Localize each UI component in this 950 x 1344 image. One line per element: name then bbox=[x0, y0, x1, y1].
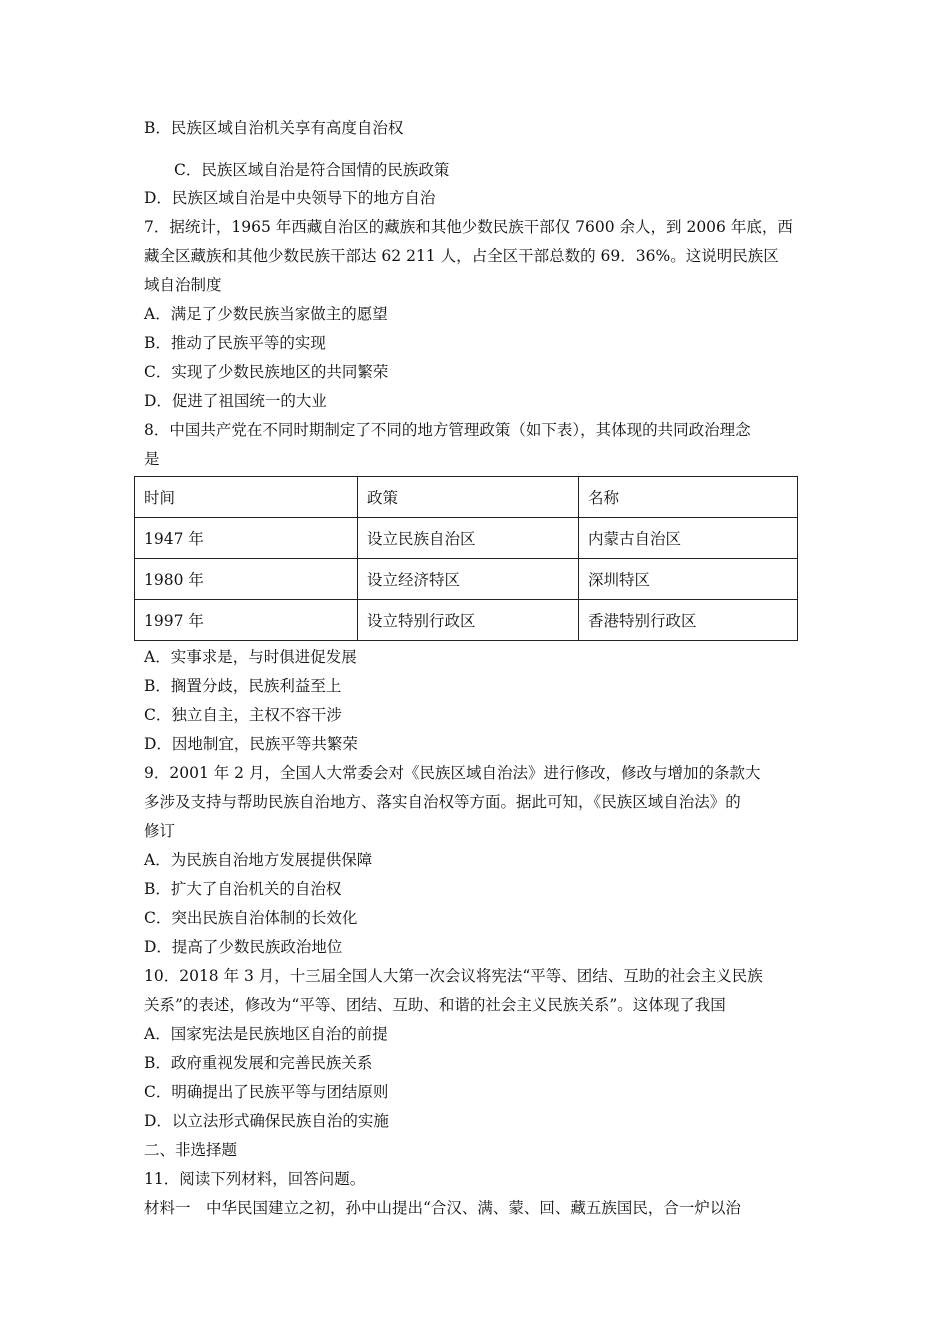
section-title: 二、非选择题 bbox=[144, 1141, 238, 1159]
table-header-row bbox=[135, 477, 798, 518]
table-header-cell: 时间 bbox=[135, 477, 358, 518]
table-header-cell: 名称 bbox=[579, 477, 798, 518]
q9-option-c: C．突出民族自治体制的长效化 bbox=[144, 909, 358, 927]
q10-stem-line-1: 10．2018 年 3 月，十三届全国人大第一次会议将宪法“平等、团结、互助的社会主义民族 bbox=[144, 967, 763, 985]
q9-option-b: B．扩大了自治机关的自治权 bbox=[144, 880, 342, 898]
table-cell: 深圳特区 bbox=[579, 559, 798, 600]
q7-stem-line-1: 7．据统计，1965 年西藏自治区的藏族和其他少数民族干部仅 7600 余人，到 2006 年底，西 bbox=[144, 218, 793, 236]
q7-option-b: B．推动了民族平等的实现 bbox=[144, 334, 326, 352]
table-row bbox=[135, 559, 798, 600]
table-cell: 设立特别行政区 bbox=[358, 600, 579, 641]
table-row bbox=[135, 518, 798, 559]
q9-stem-line-3: 修订 bbox=[144, 822, 176, 840]
q11-stem: 11．阅读下列材料，回答问题。 bbox=[144, 1170, 366, 1188]
table-cell: 1947 年 bbox=[135, 518, 358, 559]
q10-option-a: A．国家宪法是民族地区自治的前提 bbox=[144, 1025, 388, 1043]
q8-option-c: C．独立自主，主权不容干涉 bbox=[144, 706, 342, 724]
table-cell: 1997 年 bbox=[135, 600, 358, 641]
q8-stem-line-2: 是 bbox=[144, 450, 160, 468]
q10-option-c: C．明确提出了民族平等与团结原则 bbox=[144, 1083, 389, 1101]
q9-option-d: D．提高了少数民族政治地位 bbox=[144, 938, 343, 956]
policy-table bbox=[134, 476, 798, 641]
q8-stem-line-1: 8．中国共产党在不同时期制定了不同的地方管理政策（如下表），其体现的共同政治理念 bbox=[144, 421, 751, 439]
q7-option-c: C．实现了少数民族地区的共同繁荣 bbox=[144, 363, 389, 381]
table-cell: 内蒙古自治区 bbox=[579, 518, 798, 559]
q7-option-a: A．满足了少数民族当家做主的愿望 bbox=[144, 305, 388, 323]
table-cell: 设立经济特区 bbox=[358, 559, 579, 600]
table-cell: 1980 年 bbox=[135, 559, 358, 600]
q9-stem-line-2: 多涉及支持与帮助民族自治地方、落实自治权等方面。据此可知，《民族区域自治法》的 bbox=[144, 793, 741, 811]
q11-material-1: 材料一 中华民国建立之初，孙中山提出“合汉、满、蒙、回、藏五族国民，合一炉以治 bbox=[144, 1199, 741, 1217]
q6-option-c: C．民族区域自治是符合国情的民族政策 bbox=[174, 161, 450, 179]
q7-stem-line-3: 域自治制度 bbox=[144, 276, 222, 294]
q8-option-d: D．因地制宜，民族平等共繁荣 bbox=[144, 735, 358, 753]
q8-option-a: A．实事求是，与时俱进促发展 bbox=[144, 648, 357, 666]
q10-option-d: D．以立法形式确保民族自治的实施 bbox=[144, 1112, 389, 1130]
table-row bbox=[135, 600, 798, 641]
q7-stem-line-2: 藏全区藏族和其他少数民族干部达 62 211 人，占全区干部总数的 69．36%。这说明民族区 bbox=[144, 247, 779, 265]
table-header-cell: 政策 bbox=[358, 477, 579, 518]
q10-stem-line-2: 关系”的表述，修改为“平等、团结、互助、和谐的社会主义民族关系”。这体现了我国 bbox=[144, 996, 726, 1014]
table-cell: 香港特别行政区 bbox=[579, 600, 798, 641]
q6-option-b: B．民族区域自治机关享有高度自治权 bbox=[144, 119, 404, 137]
q9-stem-line-1: 9．2001 年 2 月，全国人大常委会对《民族区域自治法》进行修改，修改与增加的条款大 bbox=[144, 764, 761, 782]
q10-option-b: B．政府重视发展和完善民族关系 bbox=[144, 1054, 373, 1072]
q9-option-a: A．为民族自治地方发展提供保障 bbox=[144, 851, 373, 869]
table-cell: 设立民族自治区 bbox=[358, 518, 579, 559]
q7-option-d: D．促进了祖国统一的大业 bbox=[144, 392, 327, 410]
q8-option-b: B．搁置分歧，民族利益至上 bbox=[144, 677, 342, 695]
q6-option-d: D．民族区域自治是中央领导下的地方自治 bbox=[144, 189, 436, 207]
